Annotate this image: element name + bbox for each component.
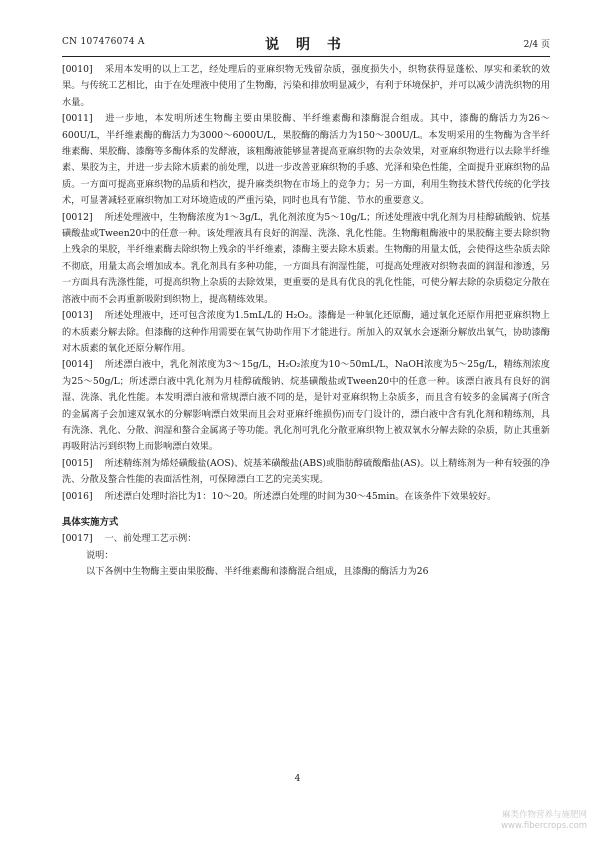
paragraph-text: 所述处理液中，生物酶浓度为1～3g/L，乳化剂浓度为5～10g/L；所述处理液中乳化剂为月桂醇硫酸钠、烷基磺酸盐或Tween20中的任意一种。该处理液具有良好的润湿、洗涤、乳化性能。生物酶粗酶液中的果胶酶主要去除织物上残余的果胶，半纤维素酶去除织物上残余的半纤维素，漆酶主要去除木质素。生物酶的用量太低，会使得这些杂质去除不彻底，用量太高会增加成本。乳化剂具有多种功能，一方面具有润湿性能，可提高处理液对织物表面的润湿和渗透，另一方面具有洗涤性能，可提高织物上杂质的去除效果，更重要的是具有优良的乳化性能，可使分解去除的杂质稳定分散在溶液中而不会再重新吸附到织物上，提高精练效果。 — [62, 211, 550, 305]
paragraph-0010 — [62, 62, 550, 111]
paragraph-0017 — [62, 531, 550, 547]
watermark — [501, 810, 587, 832]
paragraph-text: 一、前处理工艺示例： — [104, 533, 197, 545]
paragraph-number: [0011] — [62, 113, 93, 125]
paragraph-number: [0010] — [62, 64, 93, 75]
paragraph-number: [0016] — [62, 490, 93, 502]
paragraph-text: 所述漂白处理时浴比为1：10～20。所述漂白处理的时间为30～45min。在该条件下效果较好。 — [104, 490, 497, 502]
paragraph-number: [0014] — [62, 359, 93, 371]
watermark-url: www.fibercrops.com — [501, 821, 587, 831]
paragraph-number: [0012] — [62, 211, 93, 223]
paragraph-number: [0015] — [62, 457, 93, 469]
paragraph-0015 — [62, 456, 550, 489]
document-title: 说 明 书 — [265, 37, 347, 53]
patent-number: CN 107476074 A — [62, 37, 145, 47]
paragraph-0014 — [62, 357, 550, 455]
paragraph-number: [0017] — [62, 533, 93, 545]
paragraph-0016 — [62, 489, 550, 505]
paragraph-0012 — [62, 210, 550, 308]
page-number: 4 — [294, 774, 301, 784]
paragraph-number: [0013] — [62, 310, 93, 322]
paragraph-text: 所述漂白液中，乳化剂浓度为3～15g/L，H₂O₂浓度为10～50mL/L，NaOH浓度为5～25g/L，精练剂浓度为25～50g/L；所述漂白液中乳化剂为月桂醇硫酸钠、烷基磺酸盐或Tween20中的任意一种。该漂白液具有良好的润湿、洗涤、乳化性能。本发明漂白液和常规漂白液不同的是，是针对亚麻织物上杂质多，而且含有较多的金属离子(所含的金属离子会加速双氧水的分解影响漂白效果而且会对亚麻纤维损伤)而专门设计的，漂白液中含有乳化剂和精练剂，具有洗涤、乳化、分散、润湿和螯合金属离子等功能。乳化剂可乳化分散亚麻织物上被双氧水分解去除的杂质，防止其重新再吸附沾污到织物上而影响漂白效果。 — [62, 359, 550, 453]
page-indicator: 2/4 页 — [523, 40, 550, 50]
paragraph-0011 — [62, 111, 550, 209]
paragraph-text: 所述精练剂为烯烃磺酸盐(AOS)、烷基苯磺酸盐(ABS)或脂肪醇硫酸酯盐(AS)。以上精练剂为一种有较强的净洗、分散及螯合性能的表面活性剂，可保障漂白工艺的完美实现。 — [62, 457, 550, 486]
paragraph-text: 所述处理液中，还可包含浓度为1.5mL/L的 H₂O₂。漆酶是一种氧化还原酶，通过氧化还原作用把亚麻织物上的木质素分解去除。但漆酶的这种作用需要在氧气协助作用下才能进行。所加入的双氧水会逐渐分解放出氧气，协助漆酶对木质素的氧化还原分解作用。 — [62, 310, 550, 354]
watermark-title: 麻类作物营养与施肥网 — [501, 810, 587, 820]
document-body — [62, 62, 550, 581]
paragraph-0013 — [62, 308, 550, 357]
note-label: 说明： — [86, 549, 114, 561]
paragraph-text: 采用本发明的以上工艺，经处理后的亚麻织物无残留杂质，强度损失小，织物获得显蓬松、厚实和柔软的效果。与传统工艺相比，由于在处理液中使用了生物酶，污染和排放明显减少，有利于环境保护，并可以减少清洗织物的用水量。 — [62, 64, 550, 108]
trailing-line: 以下各例中生物酶主要由果胶酶、半纤维素酶和漆酶混合组成，且漆酶的酶活力为26 — [86, 566, 429, 578]
page-header — [62, 34, 550, 53]
paragraph-text: 进一步地，本发明所述生物酶主要由果胶酶、半纤维素酶和漆酶混合组成。其中，漆酶的酶活力为26～600U/L，半纤维素酶的酶活力为3000～6000U/L，果胶酶的酶活力为150～300U/L。本发明采用的生物酶为含半纤维素酶、果胶酶、漆酶等多酶体系的发酵液，该粗酶液能够显著提高亚麻织物的去杂效果，对亚麻织物进行以去除半纤维素、果胶为主，并进一步去除木质素的前处理，以进一步改善亚麻织物的手感、光泽和染色性能，全面提升亚麻织物的品质。一方面可提高亚麻织物的品质和档次，提升麻类织物在市场上的竞争力；另一方面，利用生物技术替代传统的化学技术，可显著减轻亚麻织物加工对环境造成的严重污染，同时也具有节能、节水的重要意义。 — [62, 113, 550, 207]
header-rule — [62, 56, 550, 57]
section-heading: 具体实施方式 — [62, 516, 119, 528]
